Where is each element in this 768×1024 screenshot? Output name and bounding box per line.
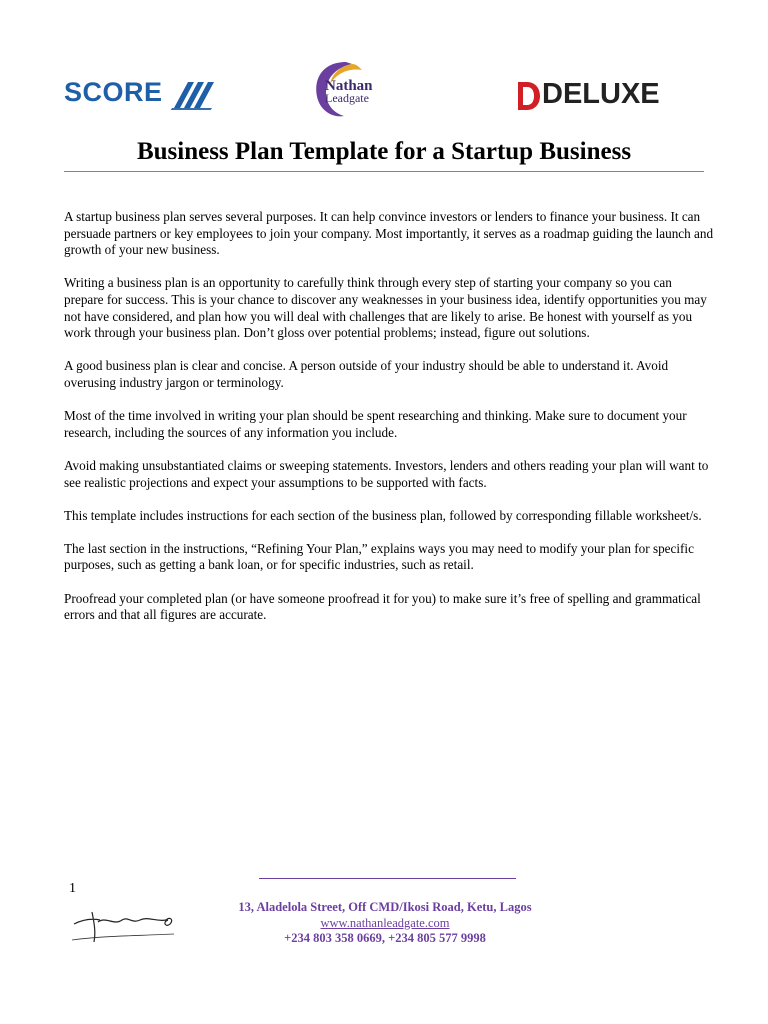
score-logo-text: SCORE bbox=[64, 77, 163, 107]
nathan-logo-line1: Nathan bbox=[325, 78, 373, 94]
nathan-logo-line2: Leadgate bbox=[325, 91, 369, 105]
paragraph: Writing a business plan is an opportunity to carefully think through every step of starting your company so you can prepare for success. This is your chance to discover any weaknesses in your business idea, identify opportunities you may not have considered, and plan how you will deal with challenges that are likely to arise. Be honest with yourself as you work through your business plan. Don’t gloss over potential problems; instead, figure out solutions. bbox=[64, 275, 707, 341]
signature-image bbox=[70, 902, 180, 948]
paragraph: Avoid making unsubstantiated claims or sweeping statements. Investors, lenders and others reading your plan will want to see realistic projections and expect your assumptions to be supported with facts. bbox=[64, 457, 709, 490]
header-logos bbox=[0, 52, 768, 122]
footer-website-link[interactable]: www.nathanleadgate.com bbox=[320, 915, 450, 930]
deluxe-logo-text: DELUXE bbox=[542, 78, 660, 110]
footer-address: 13, Aladelola Street, Off CMD/Ikosi Road, Ketu, Lagos bbox=[238, 900, 532, 914]
score-logo bbox=[64, 76, 216, 116]
score-stripes-icon bbox=[170, 78, 216, 110]
nathan-leadgate-logo bbox=[308, 58, 388, 120]
deluxe-logo bbox=[518, 78, 658, 114]
paragraph: Proofread your completed plan (or have someone proofread it for you) to make sure it’s free of spelling and grammatical errors and that all figures are accurate. bbox=[64, 590, 701, 623]
paragraph: A good business plan is clear and concise. A person outside of your industry should be able to understand it. Avoid overusing industry jargon or terminology. bbox=[64, 358, 669, 390]
title-underline bbox=[64, 171, 704, 172]
page-number: 1 bbox=[69, 881, 76, 896]
nathan-logo-text bbox=[325, 80, 373, 104]
page-title: Business Plan Template for a Startup Business bbox=[136, 138, 632, 165]
body-text bbox=[64, 209, 714, 640]
footer-phone-numbers: +234 803 358 0669, +234 805 577 9998 bbox=[284, 931, 486, 945]
paragraph: Most of the time involved in writing your plan should be spent researching and thinking. Make sure to document your research, including the sources of any information you include. bbox=[64, 408, 687, 440]
paragraph: A startup business plan serves several purposes. It can help convince investors or lenders to finance your business. It can persuade partners or key employees to join your company. Most importantly, it serves as a roadmap guiding the launch and growth of your new business. bbox=[64, 209, 714, 258]
footer bbox=[195, 900, 575, 947]
paragraph: The last section in the instructions, “Refining Your Plan,” explains ways you may need to modify your plan for specific purposes, such as getting a bank loan, or for specific industries, such as retail. bbox=[64, 540, 694, 573]
deluxe-d-icon bbox=[518, 82, 540, 110]
paragraph: This template includes instructions for each section of the business plan, followed by corresponding fillable worksheet/s. bbox=[64, 507, 702, 523]
footer-divider bbox=[259, 878, 516, 879]
